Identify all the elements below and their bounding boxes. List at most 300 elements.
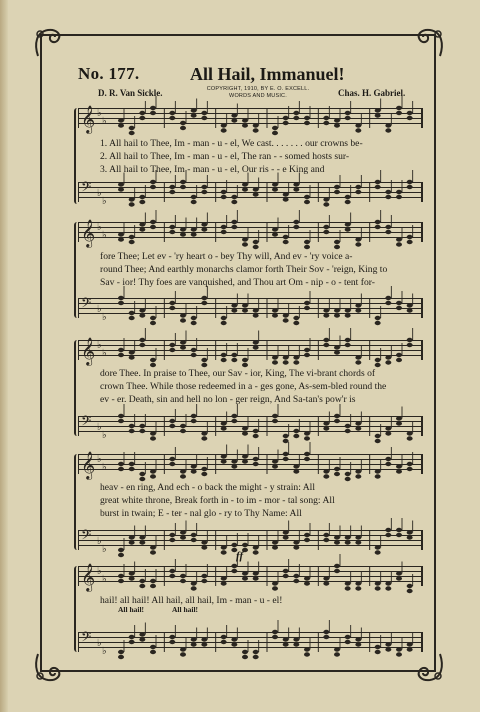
note-head bbox=[169, 574, 175, 578]
note-head bbox=[169, 533, 175, 537]
note-head bbox=[242, 303, 248, 307]
note-head bbox=[396, 647, 402, 651]
note-head bbox=[293, 355, 299, 359]
lyric-line: 1. All hail to Thee, Im - man - u - el, We cast. . . . . . . our crowns be- bbox=[100, 138, 363, 149]
note-head bbox=[293, 464, 299, 468]
bass-lyric: All hail! bbox=[172, 605, 199, 614]
note-head bbox=[283, 642, 289, 646]
note-head bbox=[231, 113, 237, 117]
note-head bbox=[191, 232, 197, 236]
note-head bbox=[221, 128, 227, 132]
note-head bbox=[375, 650, 381, 654]
note-head bbox=[272, 459, 278, 463]
note-head bbox=[139, 313, 145, 317]
note-head bbox=[385, 123, 391, 127]
note-head bbox=[283, 434, 289, 438]
note-head bbox=[191, 464, 197, 468]
note-head bbox=[242, 358, 248, 362]
note-head bbox=[180, 530, 186, 534]
note-head bbox=[283, 574, 289, 578]
note-head bbox=[118, 187, 124, 191]
note-head bbox=[201, 296, 207, 300]
note-head bbox=[242, 308, 248, 312]
note-head bbox=[242, 237, 248, 241]
note-head bbox=[345, 338, 351, 342]
note-head bbox=[283, 116, 289, 120]
note-head bbox=[191, 586, 197, 590]
note-head bbox=[375, 220, 381, 224]
note-head bbox=[221, 459, 227, 463]
notation bbox=[79, 102, 421, 134]
note-head bbox=[169, 185, 175, 189]
note-head bbox=[191, 200, 197, 204]
note-head bbox=[253, 545, 259, 549]
bass-clef-icon: 𝄢 bbox=[81, 181, 92, 198]
note-head bbox=[355, 185, 361, 189]
note-head bbox=[118, 414, 124, 418]
note-head bbox=[283, 192, 289, 196]
note-head bbox=[407, 338, 413, 342]
note-head bbox=[253, 650, 259, 654]
note-head bbox=[407, 642, 413, 646]
note-head bbox=[396, 464, 402, 468]
treble-clef-icon: 𝄞 bbox=[81, 453, 96, 479]
note-head bbox=[375, 581, 381, 585]
note-head bbox=[323, 630, 329, 634]
note-head bbox=[118, 574, 124, 578]
note-head bbox=[323, 538, 329, 542]
note-head bbox=[180, 535, 186, 539]
note-head bbox=[191, 533, 197, 537]
note-head bbox=[253, 655, 259, 659]
note-head bbox=[272, 308, 278, 312]
note-head bbox=[191, 642, 197, 646]
note-head bbox=[180, 647, 186, 651]
note-head bbox=[396, 306, 402, 310]
note-head bbox=[118, 182, 124, 186]
treble-clef-icon: 𝄞 bbox=[81, 565, 96, 591]
note-head bbox=[355, 308, 361, 312]
note-head bbox=[323, 313, 329, 317]
note-head bbox=[180, 232, 186, 236]
note-head bbox=[242, 118, 248, 122]
note-head bbox=[129, 635, 135, 639]
note-head bbox=[323, 635, 329, 639]
note-head bbox=[201, 111, 207, 115]
note-head bbox=[272, 414, 278, 418]
lyric-line: burst in twain; E - ter - nal glo - ry to Thy Name: All bbox=[100, 508, 302, 519]
hymn-number: No. 177. bbox=[78, 64, 140, 83]
note-head bbox=[293, 637, 299, 641]
note-head bbox=[180, 313, 186, 317]
note-head bbox=[180, 469, 186, 473]
note-head bbox=[221, 190, 227, 194]
note-head bbox=[304, 652, 310, 656]
note-head bbox=[334, 185, 340, 189]
note-head bbox=[180, 429, 186, 433]
note-head bbox=[396, 111, 402, 115]
note-head bbox=[345, 635, 351, 639]
note-head bbox=[385, 462, 391, 466]
note-head bbox=[334, 414, 340, 418]
note-head bbox=[304, 200, 310, 204]
note-head bbox=[118, 467, 124, 471]
note-head bbox=[231, 225, 237, 229]
note-head bbox=[385, 586, 391, 590]
note-head bbox=[169, 538, 175, 542]
note-head bbox=[355, 421, 361, 425]
note-head bbox=[396, 195, 402, 199]
note-head bbox=[242, 655, 248, 659]
note-head bbox=[272, 635, 278, 639]
note-head bbox=[150, 469, 156, 473]
note-head bbox=[231, 195, 237, 199]
note-head bbox=[385, 230, 391, 234]
note-head bbox=[345, 222, 351, 226]
note-head bbox=[283, 240, 289, 244]
note-head bbox=[118, 553, 124, 557]
note-head bbox=[323, 197, 329, 201]
note-head bbox=[169, 635, 175, 639]
note-head bbox=[129, 235, 135, 239]
note-head bbox=[139, 472, 145, 476]
note-head bbox=[334, 467, 340, 471]
note-head bbox=[283, 457, 289, 461]
note-head bbox=[272, 419, 278, 423]
note-head bbox=[118, 579, 124, 583]
note-head bbox=[169, 640, 175, 644]
note-head bbox=[407, 535, 413, 539]
note-head bbox=[407, 530, 413, 534]
copyright-line: COPYRIGHT, 1910, BY E. O. EXCELL. bbox=[206, 86, 310, 92]
notation bbox=[79, 292, 421, 324]
note-head bbox=[180, 474, 186, 478]
note-head bbox=[118, 650, 124, 654]
note-head bbox=[283, 530, 289, 534]
note-head bbox=[375, 316, 381, 320]
note-head bbox=[396, 190, 402, 194]
note-head bbox=[169, 457, 175, 461]
note-head bbox=[293, 220, 299, 224]
note-head bbox=[407, 303, 413, 307]
note-head bbox=[375, 180, 381, 184]
bass-staff bbox=[78, 297, 423, 323]
note-head bbox=[385, 431, 391, 435]
flat-icon: ♭ bbox=[97, 454, 102, 465]
note-head bbox=[139, 116, 145, 120]
note-head bbox=[180, 652, 186, 656]
note-head bbox=[407, 436, 413, 440]
note-head bbox=[118, 462, 124, 466]
note-head bbox=[385, 360, 391, 364]
note-head bbox=[304, 348, 310, 352]
bass-staff bbox=[78, 181, 423, 207]
note-head bbox=[253, 308, 259, 312]
note-head bbox=[201, 642, 207, 646]
note-head bbox=[407, 647, 413, 651]
note-head bbox=[304, 452, 310, 456]
note-head bbox=[323, 469, 329, 473]
note-head bbox=[323, 474, 329, 478]
flat-icon: ♭ bbox=[102, 574, 107, 585]
note-head bbox=[355, 540, 361, 544]
bass-clef-icon: 𝄢 bbox=[81, 529, 92, 546]
note-head bbox=[180, 424, 186, 428]
note-head bbox=[304, 647, 310, 651]
note-head bbox=[334, 123, 340, 127]
note-head bbox=[201, 358, 207, 362]
note-head bbox=[345, 111, 351, 115]
note-head bbox=[334, 564, 340, 568]
note-head bbox=[231, 220, 237, 224]
note-head bbox=[283, 452, 289, 456]
note-head bbox=[334, 535, 340, 539]
note-head bbox=[201, 431, 207, 435]
note-head bbox=[334, 240, 340, 244]
note-head bbox=[169, 190, 175, 194]
note-head bbox=[139, 535, 145, 539]
note-head bbox=[201, 116, 207, 120]
note-head bbox=[253, 192, 259, 196]
treble-staff bbox=[78, 453, 423, 479]
note-head bbox=[150, 579, 156, 583]
lyric-line: 2. All hail to Thee, Im - man - u - el, The ran - - somed hosts sur- bbox=[100, 151, 350, 162]
note-head bbox=[150, 584, 156, 588]
note-head bbox=[396, 469, 402, 473]
note-head bbox=[396, 652, 402, 656]
note-head bbox=[242, 242, 248, 246]
note-head bbox=[150, 436, 156, 440]
note-head bbox=[129, 576, 135, 580]
note-head bbox=[231, 564, 237, 568]
note-head bbox=[323, 338, 329, 342]
note-head bbox=[129, 467, 135, 471]
note-head bbox=[150, 545, 156, 549]
note-head bbox=[169, 301, 175, 305]
note-head bbox=[355, 190, 361, 194]
note-head bbox=[385, 642, 391, 646]
note-head bbox=[180, 126, 186, 130]
note-head bbox=[334, 345, 340, 349]
note-head bbox=[304, 576, 310, 580]
note-head bbox=[150, 316, 156, 320]
note-head bbox=[253, 345, 259, 349]
note-head bbox=[293, 574, 299, 578]
note-head bbox=[180, 185, 186, 189]
note-head bbox=[345, 195, 351, 199]
note-head bbox=[169, 225, 175, 229]
note-head bbox=[272, 187, 278, 191]
note-head bbox=[221, 635, 227, 639]
note-head bbox=[201, 545, 207, 549]
note-head bbox=[221, 230, 227, 234]
note-head bbox=[139, 308, 145, 312]
note-head bbox=[407, 589, 413, 593]
note-head bbox=[180, 574, 186, 578]
note-head bbox=[150, 358, 156, 362]
treble-staff bbox=[78, 565, 423, 591]
note-head bbox=[304, 431, 310, 435]
note-head bbox=[242, 650, 248, 654]
note-head bbox=[201, 540, 207, 544]
note-head bbox=[201, 436, 207, 440]
note-head bbox=[323, 576, 329, 580]
note-head bbox=[129, 640, 135, 644]
note-head bbox=[334, 540, 340, 544]
note-head bbox=[272, 355, 278, 359]
copyright-notice bbox=[198, 86, 318, 100]
note-head bbox=[272, 540, 278, 544]
flat-icon: ♭ bbox=[102, 196, 107, 207]
lyric-line: fore Thee; Let ev - 'ry heart o - bey Thy will, And ev - 'ry voice a- bbox=[100, 251, 353, 262]
note-head bbox=[355, 637, 361, 641]
note-head bbox=[201, 227, 207, 231]
note-head bbox=[129, 355, 135, 359]
note-head bbox=[407, 180, 413, 184]
note-head bbox=[385, 190, 391, 194]
note-head bbox=[129, 540, 135, 544]
note-head bbox=[231, 642, 237, 646]
note-head bbox=[272, 313, 278, 317]
note-head bbox=[118, 301, 124, 305]
note-head bbox=[396, 571, 402, 575]
note-head bbox=[150, 321, 156, 325]
note-head bbox=[385, 581, 391, 585]
note-head bbox=[272, 545, 278, 549]
music-author: Chas. H. Gabriel. bbox=[338, 88, 406, 98]
note-head bbox=[129, 535, 135, 539]
note-head bbox=[272, 630, 278, 634]
note-head bbox=[304, 581, 310, 585]
note-head bbox=[201, 190, 207, 194]
note-head bbox=[375, 586, 381, 590]
note-head bbox=[293, 316, 299, 320]
note-head bbox=[304, 306, 310, 310]
note-head bbox=[139, 343, 145, 347]
bass-clef-icon: 𝄢 bbox=[81, 631, 92, 648]
note-head bbox=[169, 111, 175, 115]
note-head bbox=[180, 121, 186, 125]
note-head bbox=[201, 637, 207, 641]
note-head bbox=[242, 182, 248, 186]
note-head bbox=[272, 360, 278, 364]
note-head bbox=[304, 195, 310, 199]
lyric-line: Sav - ior! Thy foes are vanquished, and Thou art Om - nip - o - tent for- bbox=[100, 277, 375, 288]
note-head bbox=[304, 301, 310, 305]
note-head bbox=[191, 321, 197, 325]
note-head bbox=[334, 308, 340, 312]
flat-icon: ♭ bbox=[97, 108, 102, 119]
note-head bbox=[231, 419, 237, 423]
note-head bbox=[375, 113, 381, 117]
bass-clef-icon: 𝄢 bbox=[81, 297, 92, 314]
note-head bbox=[169, 348, 175, 352]
note-head bbox=[345, 472, 351, 476]
note-head bbox=[242, 431, 248, 435]
note-head bbox=[272, 581, 278, 585]
note-head bbox=[345, 308, 351, 312]
note-head bbox=[253, 240, 259, 244]
note-head bbox=[293, 321, 299, 325]
note-head bbox=[385, 528, 391, 532]
note-head bbox=[139, 338, 145, 342]
note-head bbox=[355, 642, 361, 646]
note-head bbox=[385, 647, 391, 651]
note-head bbox=[129, 197, 135, 201]
note-head bbox=[191, 227, 197, 231]
note-head bbox=[334, 118, 340, 122]
flat-icon: ♭ bbox=[97, 304, 102, 315]
note-head bbox=[231, 353, 237, 357]
note-head bbox=[253, 434, 259, 438]
note-head bbox=[150, 431, 156, 435]
note-head bbox=[345, 586, 351, 590]
note-head bbox=[407, 185, 413, 189]
note-head bbox=[180, 318, 186, 322]
note-head bbox=[334, 350, 340, 354]
note-head bbox=[396, 576, 402, 580]
note-head bbox=[231, 569, 237, 573]
note-head bbox=[375, 474, 381, 478]
note-head bbox=[375, 185, 381, 189]
lyric-line: 3. All hail to Thee, Im - man - u - el, Our ris - - e King and bbox=[100, 164, 325, 175]
corner-ornament bbox=[32, 26, 66, 60]
note-head bbox=[323, 581, 329, 585]
note-head bbox=[272, 586, 278, 590]
note-head bbox=[396, 353, 402, 357]
note-head bbox=[231, 118, 237, 122]
note-head bbox=[304, 353, 310, 357]
note-head bbox=[355, 123, 361, 127]
note-head bbox=[253, 576, 259, 580]
flat-icon: ♭ bbox=[102, 544, 107, 555]
note-head bbox=[407, 111, 413, 115]
note-head bbox=[191, 316, 197, 320]
note-head bbox=[118, 237, 124, 241]
note-head bbox=[150, 180, 156, 184]
note-head bbox=[150, 550, 156, 554]
note-head bbox=[345, 540, 351, 544]
notation bbox=[79, 176, 421, 208]
note-head bbox=[355, 355, 361, 359]
note-head bbox=[304, 121, 310, 125]
note-head bbox=[118, 232, 124, 236]
note-head bbox=[396, 106, 402, 110]
note-head bbox=[283, 637, 289, 641]
note-head bbox=[304, 245, 310, 249]
note-head bbox=[231, 637, 237, 641]
note-head bbox=[129, 131, 135, 135]
note-head bbox=[323, 533, 329, 537]
flat-icon: ♭ bbox=[97, 638, 102, 649]
note-head bbox=[323, 426, 329, 430]
note-head bbox=[272, 464, 278, 468]
note-head bbox=[150, 106, 156, 110]
note-head bbox=[191, 419, 197, 423]
words-author: D. R. Van Sickle. bbox=[98, 88, 163, 98]
note-head bbox=[385, 296, 391, 300]
note-head bbox=[272, 232, 278, 236]
note-head bbox=[283, 197, 289, 201]
note-head bbox=[334, 313, 340, 317]
note-head bbox=[180, 345, 186, 349]
note-head bbox=[150, 650, 156, 654]
note-head bbox=[293, 116, 299, 120]
note-head bbox=[293, 579, 299, 583]
treble-staff bbox=[78, 221, 423, 247]
note-head bbox=[283, 360, 289, 364]
note-head bbox=[118, 296, 124, 300]
